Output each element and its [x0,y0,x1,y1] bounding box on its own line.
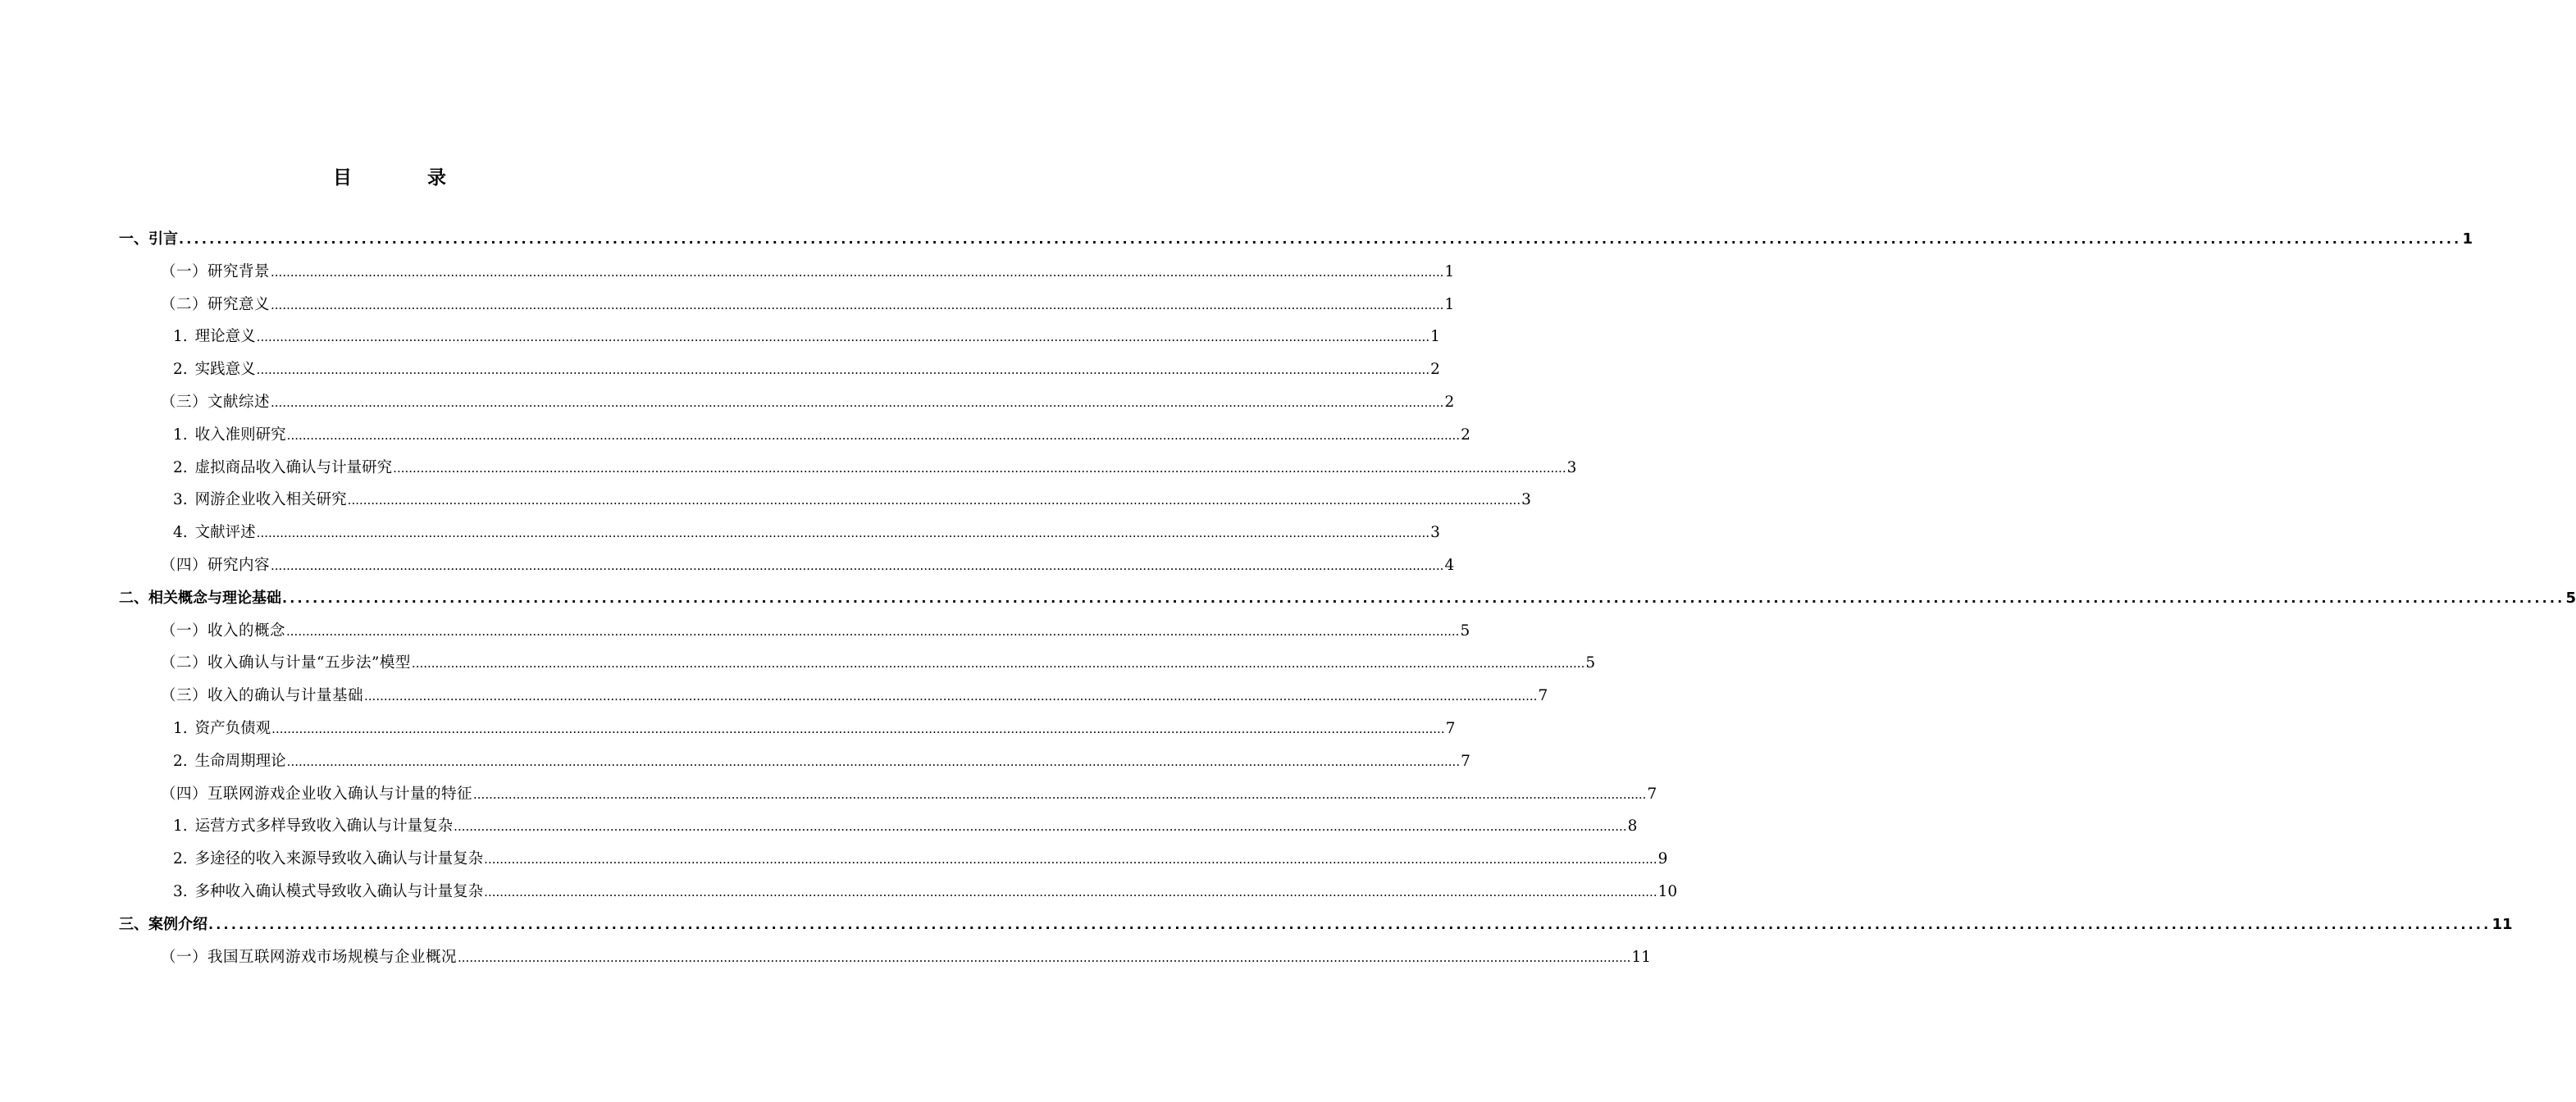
toc-entry-label [173,423,286,448]
toc-entry-page-number: 9 [1657,850,1668,868]
toc-entry-page-number: 5 [1460,622,1470,640]
toc-entry[interactable] [173,357,1440,382]
toc-entry-label [173,488,347,512]
toc-entry-page-number: 4 [1444,557,1455,574]
toc-entry-label [161,945,457,970]
toc-leader-dots: ............................................................................................................................................................................................................................................................................................................ [393,460,1566,476]
toc-entry-text: （三）文献综述 [161,394,271,411]
toc-leader-dots: ............................................................................................................................................................................................................................................................................................................ [484,852,1657,867]
toc-entry[interactable] [161,260,1455,285]
toc-entry-number: 2. [173,850,188,868]
toc-entry[interactable] [173,749,1470,774]
toc-leader-dots: ............................................................................................................................................................................................................................................................................................................ [256,526,1430,541]
toc-entry[interactable] [173,456,1577,480]
toc-leader-dots: ............................................................................................................................................................................................................................................................................................................ [271,395,1444,410]
toc-entry-page-number: 11 [1631,948,1651,966]
toc-entry-page-number: 2 [1461,426,1470,444]
toc-entry-text: 资产负债观 [194,720,271,737]
toc-entry-text: 生命周期理论 [194,752,286,770]
toc-entry-label [173,847,483,872]
toc-leader-dots: ............................................................................................................................................................................................................................................................................................................ [473,786,1647,802]
toc-entry-text: 实践意义 [194,361,256,379]
toc-entry-number: 3. [173,491,188,509]
toc-leader-dots: ............................................................................................................................................................................................................................................................................................................ [286,427,1461,443]
toc-entry-label [173,357,256,382]
toc-entry[interactable] [173,488,1531,512]
toc-entry-page-number: 7 [1538,687,1548,705]
toc-entry-text: （四）互联网游戏企业收入确认与计量的特征 [161,785,473,803]
toc-title [0,162,779,190]
toc-entry-label [161,684,363,708]
toc-leader-dots: ............................................................................................................................................................................................................................................................................................................ [271,722,1445,736]
toc-leader-dots: ............................................................................................................................................................................................................................................................................................................ [347,493,1521,508]
toc-entry-label [161,260,270,285]
toc-entry[interactable] [173,325,1440,349]
toc-entry-label [161,293,270,317]
toc-entry-number: 2. [173,458,188,476]
toc-leader-dots: ............................................................................................................................................................................................................................................................................................................ [286,623,1460,639]
toc-entry-text: 理论意义 [194,328,256,346]
toc-entry-label [173,749,286,774]
toc-entry-label [161,553,270,578]
toc-entry-text: （三）收入的确认与计量基础 [161,687,364,705]
toc-entry-label [161,651,411,676]
toc-entry-page-number: 1 [1430,328,1440,346]
toc-entry[interactable] [161,293,1455,317]
toc-entry-label [173,325,256,349]
toc-entry-page-number: 7 [1445,720,1456,737]
toc-entry-page-number: 5 [2565,589,2576,607]
toc-leader-dots: ............................................................................................................................................................................................................................................................................................................ [454,819,1627,835]
toc-entry-label [161,390,270,415]
toc-entry[interactable] [161,684,1548,708]
toc-entry[interactable] [173,814,1638,839]
toc-entry-number: 1. [173,817,188,836]
toc-leader-dots: ............................................................................................................................................................................................................................................................................................................ [282,590,2565,606]
toc-leader-dots: ............................................................................................................................................................................................................................................................................................................ [411,656,1585,672]
toc-leader-dots: ............................................................................................................................................................................................................................................................................................................ [208,916,2492,932]
toc-entry-text: （一）研究背景 [161,262,271,280]
toc-entry-text: 二、相关概念与理论基础 [119,589,281,607]
toc-entry-number: 1. [173,720,188,737]
toc-entry-page-number: 1 [1444,295,1455,313]
toc-entry-text: 文献评述 [194,524,256,542]
toc-entry-page-number: 3 [1430,524,1440,542]
toc-entry-label [173,717,271,741]
toc-entry-page-number: 11 [2492,915,2513,933]
toc-entry[interactable] [173,521,1440,545]
toc-entry-number: 2. [173,361,188,379]
toc-entry[interactable] [161,619,1470,644]
toc-entry-text: 虚拟商品收入确认与计量研究 [194,458,393,476]
toc-entry-text: （一）收入的概念 [161,622,286,640]
toc-entry-text: 三、案例介绍 [119,915,207,933]
toc-leader-dots: ............................................................................................................................................................................................................................................................................................................ [179,231,2462,247]
toc-entry-page-number: 7 [1647,785,1657,803]
toc-leader-dots: ............................................................................................................................................................................................................................................................................................................ [364,689,1538,704]
toc-entry[interactable] [173,717,1456,741]
toc-leader-dots: ............................................................................................................................................................................................................................................................................................................ [256,362,1430,378]
toc-entry-label [119,586,281,611]
toc-leader-dots: ............................................................................................................................................................................................................................................................................................................ [484,885,1657,899]
toc-leader-dots: ............................................................................................................................................................................................................................................................................................................ [458,949,1631,965]
toc-entry-text: 运营方式多样导致收入确认与计量复杂 [194,817,454,836]
toc-entry-text: 收入准则研究 [194,426,286,444]
toc-leader-dots: ............................................................................................................................................................................................................................................................................................................ [256,330,1430,345]
toc-leader-dots: ............................................................................................................................................................................................................................................................................................................ [286,754,1461,769]
toc-entry-label [161,619,285,644]
toc-entry[interactable] [161,390,1455,415]
toc-entry-text: （二）研究意义 [161,295,271,313]
toc-entry[interactable] [173,880,1678,904]
toc-title-char-2: 录 [427,167,446,189]
toc-entry[interactable] [161,945,1651,970]
toc-entry-page-number: 2 [1444,394,1455,411]
toc-entry-text: （二）收入确认与计量“五步法”模型 [161,654,411,672]
toc-entry-text: 一、引言 [119,230,178,248]
toc-entry-label [173,880,483,904]
toc-entry-label [173,456,392,480]
toc-entry-label [173,521,256,545]
toc-entry[interactable] [119,913,2513,937]
toc-entry-page-number: 5 [1585,654,1596,672]
toc-entry-label [161,782,472,807]
toc-entry-label [173,814,453,839]
toc-title-char-1: 目 [333,167,352,189]
toc-entry-number: 3. [173,883,188,900]
toc-leader-dots: ............................................................................................................................................................................................................................................................................................................ [271,264,1444,280]
toc-entry-number: 2. [173,752,188,770]
toc-entry-page-number: 7 [1461,752,1470,770]
toc-entry[interactable] [161,651,1596,676]
toc-entry-page-number: 1 [1444,262,1455,280]
toc-entry-page-number: 3 [1521,491,1531,509]
toc-entry-page-number: 2 [1430,361,1440,379]
toc-entry-number: 4. [173,524,188,542]
toc-entry[interactable] [173,847,1668,872]
toc-entry-text: （一）我国互联网游戏市场规模与企业概况 [161,948,458,966]
toc-entry-page-number: 1 [2462,230,2473,248]
toc-entry-page-number: 3 [1566,458,1577,476]
toc-entry-text: 网游企业收入相关研究 [194,491,347,509]
toc-entry[interactable] [161,782,1657,807]
toc-leader-dots: ............................................................................................................................................................................................................................................................................................................ [271,558,1444,573]
toc-entry[interactable] [119,227,2473,252]
toc-entry-label [119,913,207,937]
toc-entry-text: （四）研究内容 [161,557,271,574]
toc-entry[interactable] [173,423,1470,448]
toc-entry[interactable] [119,586,2576,611]
toc-entry-text: 多途径的收入来源导致收入确认与计量复杂 [194,850,484,868]
toc-entry-label [119,227,178,252]
toc-leader-dots: ............................................................................................................................................................................................................................................................................................................ [271,297,1444,312]
toc-entry[interactable] [161,553,1455,578]
toc-entry-page-number: 10 [1657,883,1678,900]
toc-entry-page-number: 8 [1627,817,1638,836]
toc-entry-number: 1. [173,426,188,444]
toc-entry-number: 1. [173,328,188,346]
toc-entry-text: 多种收入确认模式导致收入确认与计量复杂 [194,883,484,900]
